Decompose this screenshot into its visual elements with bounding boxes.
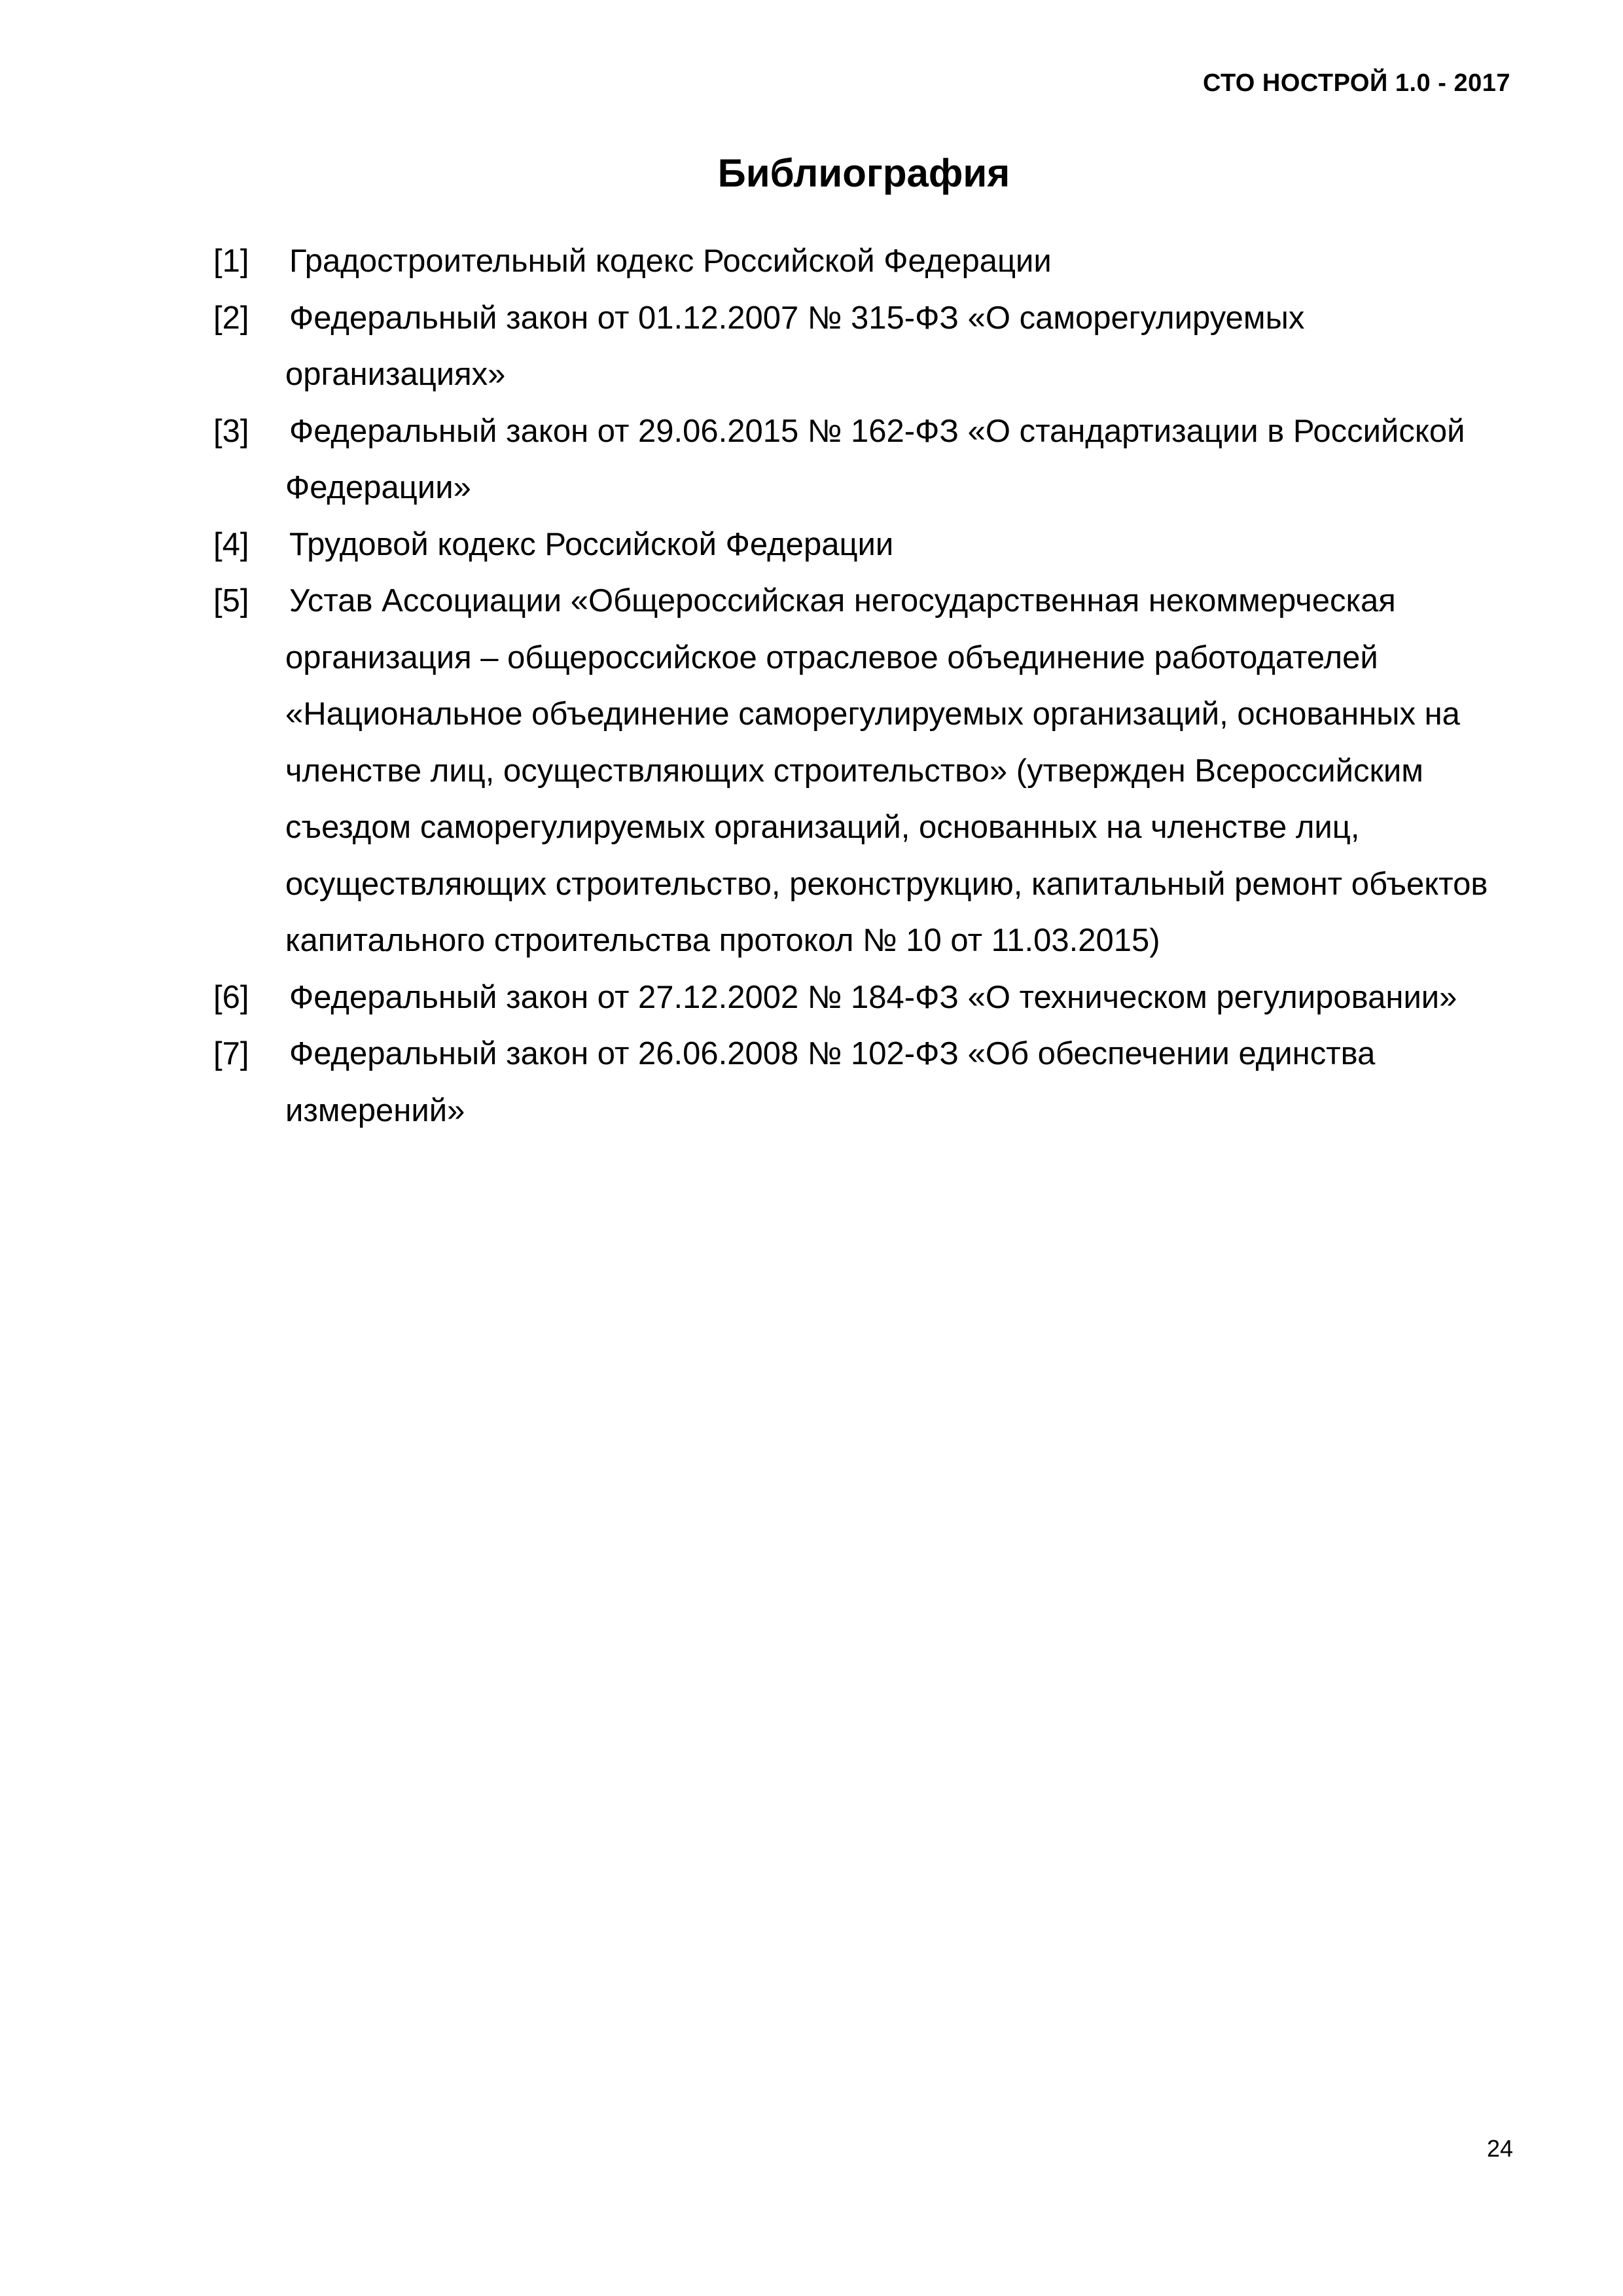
bibliography-entry-7	[213, 1026, 1522, 1139]
entry-number: [7]	[213, 1036, 249, 1071]
entry-number: [3]	[213, 413, 249, 449]
entry-number: [1]	[213, 243, 249, 279]
page-title: Библиография	[717, 151, 1010, 195]
entry-number: [6]	[213, 979, 249, 1015]
bibliography-entry-5	[213, 573, 1522, 969]
entry-text-line: «Национальное объединение саморегулируемых организаций, основанных на	[285, 696, 1460, 732]
entry-text-line: Федеральный закон от 26.06.2008 № 102-ФЗ «Об обеспечении единства	[289, 1036, 1376, 1071]
bibliography-entry-6	[213, 969, 1522, 1026]
entry-text-line: осуществляющих строительство, реконструкцию, капитальный ремонт объектов	[285, 866, 1488, 902]
entry-text-line: Трудовой кодекс Российской Федерации	[289, 526, 894, 562]
entry-text-line: Федерации»	[285, 470, 471, 505]
bibliography-entry-3	[213, 403, 1522, 516]
page-number: 24	[1486, 2135, 1513, 2162]
entry-number: [5]	[213, 583, 249, 619]
entry-text-line: Федеральный закон от 01.12.2007 № 315-ФЗ «О саморегулируемых	[289, 300, 1305, 336]
entry-text-line: измерений»	[285, 1092, 465, 1128]
entry-text-line: Градостроительный кодекс Российской Федерации	[289, 243, 1052, 279]
bibliography-entry-2	[213, 290, 1522, 403]
entry-number: [4]	[213, 526, 249, 562]
bibliography-entry-1	[213, 233, 1522, 290]
entry-number: [2]	[213, 300, 249, 336]
bibliography-list	[213, 233, 1522, 1139]
entry-text-line: Устав Ассоциации «Общероссийская негосударственная некоммерческая	[289, 583, 1396, 619]
entry-text-line: Федеральный закон от 27.12.2002 № 184-ФЗ «О техническом регулировании»	[289, 979, 1457, 1015]
entry-text-line: съездом саморегулируемых организаций, основанных на членстве лиц,	[285, 810, 1360, 845]
entry-text-line: капитального строительства протокол № 10 от 11.03.2015)	[285, 923, 1160, 958]
entry-text-line: Федеральный закон от 29.06.2015 № 162-ФЗ «О стандартизации в Российской	[289, 413, 1465, 449]
bibliography-entry-4	[213, 516, 1522, 573]
entry-text-line: членстве лиц, осуществляющих строительство» (утвержден Всероссийским	[285, 753, 1423, 789]
entry-text-line: организациях»	[285, 357, 506, 392]
entry-text-line: организация – общероссийское отраслевое объединение работодателей	[285, 639, 1378, 675]
document-code-header: СТО НОСТРОЙ 1.0 - 2017	[1203, 69, 1510, 97]
